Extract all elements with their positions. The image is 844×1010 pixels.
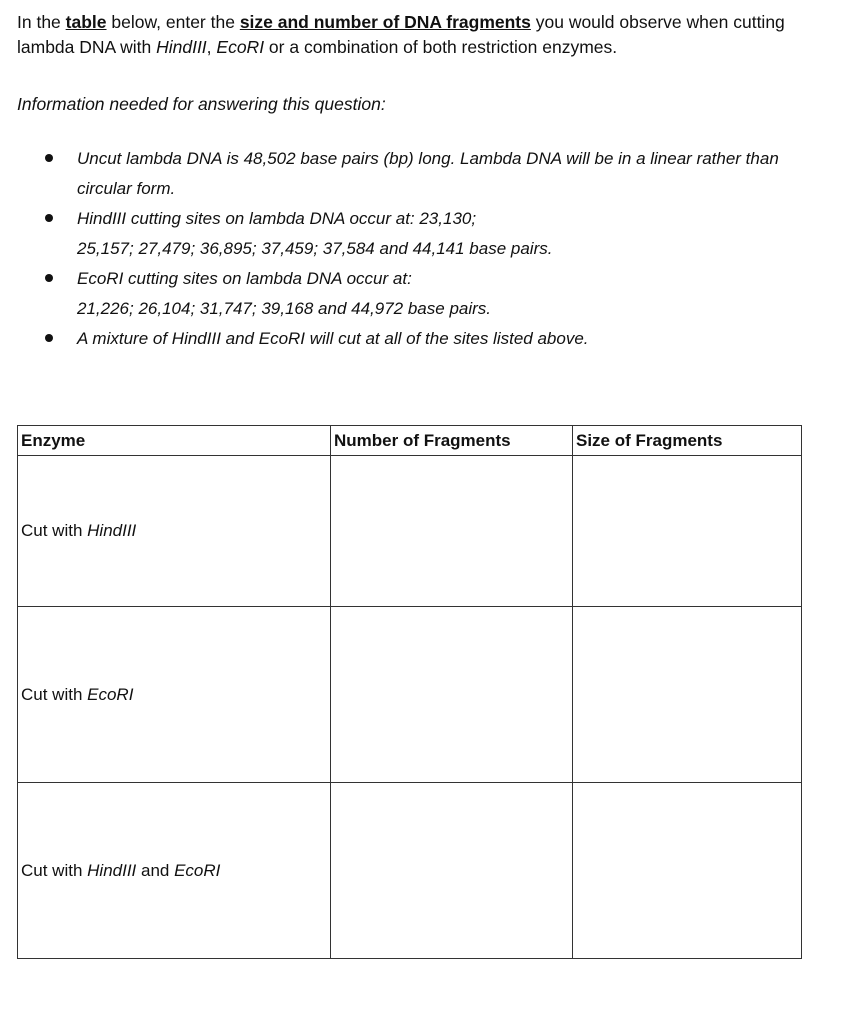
table-header-row	[18, 426, 802, 456]
size-of-fragments-cell[interactable]	[573, 607, 802, 783]
intro-text: ,	[206, 37, 217, 57]
enzyme-name: HindIII	[87, 521, 137, 540]
size-of-fragments-cell[interactable]	[573, 783, 802, 959]
bullet-text: EcoRI cutting sites on lambda DNA occur at:	[77, 269, 412, 288]
bullet-text: Uncut lambda DNA is 48,502 base pairs (bp) long. Lambda DNA will be in a linear rather than circular form.	[77, 149, 779, 198]
bullet-text: HindIII cutting sites on lambda DNA occur at: 23,130;	[77, 209, 477, 228]
intro-text: or a combination of both restriction enzymes.	[264, 37, 618, 57]
enzyme-cell-prefix: Cut with	[21, 860, 88, 880]
bullet-continuation: 25,157; 27,479; 36,895; 37,459; 37,584 and 44,141 base pairs.	[77, 239, 553, 258]
bullet-item	[0, 264, 844, 324]
number-of-fragments-cell[interactable]	[331, 607, 573, 783]
header-number-of-fragments: Number of Fragments	[331, 426, 573, 456]
intro-text: you would observe when cutting lambda DNA with	[17, 12, 785, 57]
enzyme-name: EcoRI	[174, 860, 221, 880]
fragments-table	[17, 425, 802, 959]
table-row	[18, 607, 802, 783]
enzyme-joiner: and	[136, 860, 175, 880]
enzyme-cell	[18, 456, 331, 607]
size-of-fragments-cell[interactable]	[573, 456, 802, 607]
enzyme-name: HindIII	[87, 860, 137, 880]
enzyme-cell	[18, 607, 331, 783]
table-row	[18, 783, 802, 959]
size-number-emphasis: size and number of DNA fragments	[239, 12, 531, 32]
bullet-item	[0, 324, 844, 354]
info-heading: Information needed for answering this question:	[17, 94, 386, 114]
enzyme-name: EcoRI	[87, 684, 134, 704]
info-bullet-list	[0, 144, 844, 354]
number-of-fragments-cell[interactable]	[331, 456, 573, 607]
instructions-paragraph	[17, 10, 832, 60]
enzyme-cell	[18, 783, 331, 959]
enzyme-cell-prefix: Cut with	[21, 521, 88, 540]
bullet-dot-icon	[45, 274, 53, 282]
intro-text: below, enter the	[106, 12, 240, 32]
bullet-text: A mixture of HindIII and EcoRI will cut at all of the sites listed above.	[77, 329, 589, 348]
enzyme-cell-prefix: Cut with	[21, 684, 88, 704]
enzyme-name: EcoRI	[216, 37, 265, 57]
intro-text: In the	[17, 12, 66, 32]
header-enzyme: Enzyme	[18, 426, 331, 456]
header-size-of-fragments: Size of Fragments	[573, 426, 802, 456]
bullet-dot-icon	[45, 154, 53, 162]
bullet-item	[0, 204, 844, 264]
bullet-dot-icon	[45, 214, 53, 222]
enzyme-name: HindIII	[156, 37, 207, 57]
number-of-fragments-cell[interactable]	[331, 783, 573, 959]
bullet-item	[0, 144, 844, 204]
table-emphasis: table	[65, 12, 107, 32]
table-row	[18, 456, 802, 607]
bullet-continuation: 21,226; 26,104; 31,747; 39,168 and 44,972 base pairs.	[77, 299, 492, 318]
bullet-dot-icon	[45, 334, 53, 342]
